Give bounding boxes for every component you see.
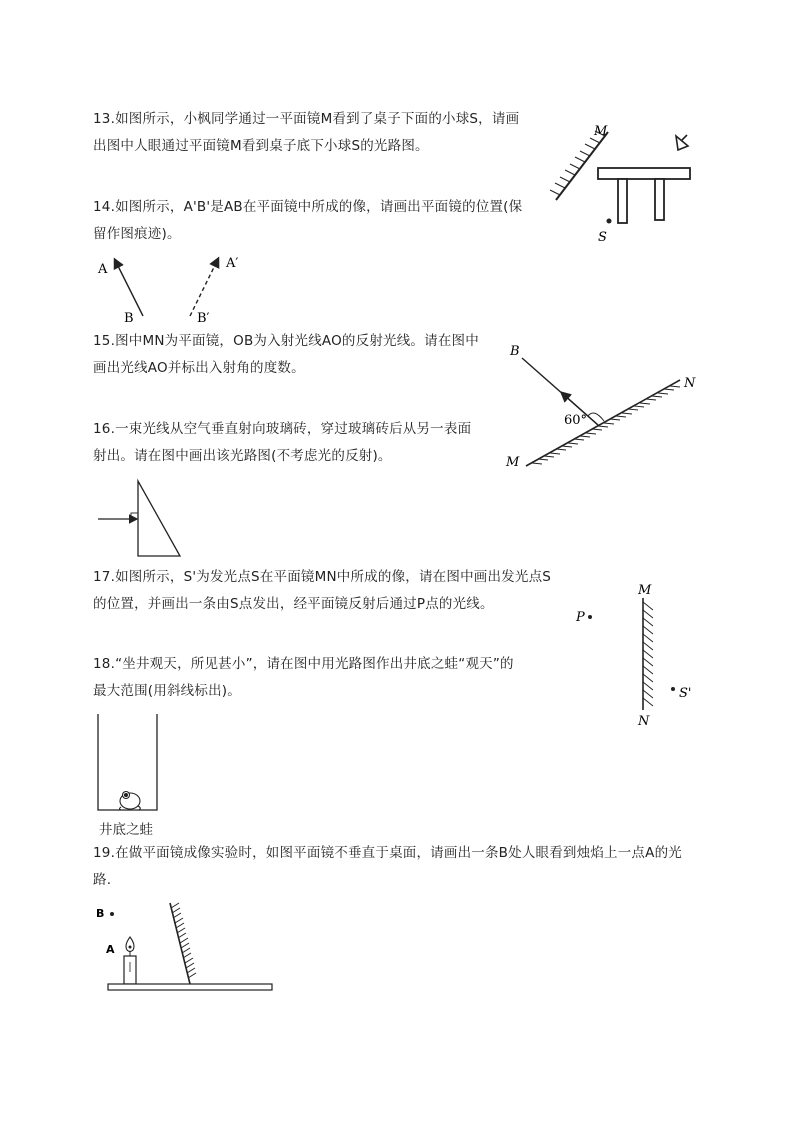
- question-19-line-2: 路.: [93, 872, 112, 888]
- ray-ab-image: [190, 259, 218, 316]
- frog-caption: 井底之蛙: [99, 822, 153, 838]
- q13-figure: [538, 118, 698, 248]
- candle-icon: [124, 937, 136, 984]
- question-17-line-1: 17.如图所示，S'为发光点S在平面镜MN中所成的像，请在图中画出发光点S: [93, 569, 552, 585]
- question-17: [93, 564, 551, 618]
- question-18-line-2: 最大范围(用斜线标出)。: [93, 683, 241, 699]
- question-19-line-1: 19.在做平面镜成像实验时，如图平面镜不垂直于桌面，请画出一条B处人眼看到烛焰上一点A的光: [93, 845, 682, 861]
- question-13-line-1: 13.如图所示，小枫同学通过一平面镜M看到了桌子下面的小球S，请画: [93, 111, 520, 127]
- question-16-line-1: 16.一束光线从空气垂直射向玻璃砖，穿过玻璃砖后从另一表面: [93, 421, 472, 437]
- q17-label-n: N: [638, 714, 650, 729]
- q14-figure: [90, 250, 260, 326]
- q19-figure: [92, 900, 278, 996]
- tabletop: [108, 984, 272, 990]
- point-b: [110, 912, 114, 916]
- question-17-line-2: 的位置，并画出一条由S点发出，经平面镜反射后通过P点的光线。: [93, 596, 494, 612]
- q15-label-n: N: [684, 376, 696, 391]
- q19-label-b: B: [96, 907, 105, 920]
- question-14-line-1: 14.如图所示，A'B'是AB在平面镜中所成的像，请画出平面镜的位置(保: [93, 199, 523, 215]
- q14-label-a: A: [98, 262, 108, 277]
- q15-label-m: M: [506, 455, 520, 470]
- q14-label-b-prime: B′: [197, 311, 210, 326]
- question-16-line-2: 射出。请在图中画出该光路图(不考虑光的反射)。: [93, 448, 392, 464]
- question-19: [93, 840, 682, 894]
- eye-icon: [676, 135, 688, 150]
- right-angle-mark: [131, 513, 138, 519]
- q17-label-p: P: [576, 610, 585, 625]
- q15-figure: [500, 338, 700, 474]
- q14-label-b: B: [124, 311, 134, 326]
- question-16: [93, 416, 471, 470]
- table-icon: [598, 168, 690, 223]
- q17-label-m: M: [638, 583, 652, 598]
- point-p: [588, 615, 592, 619]
- question-15-line-2: 画出光线AO并标出入射角的度数。: [93, 360, 305, 376]
- frog-icon: [120, 792, 141, 811]
- glass-prism: [138, 481, 180, 556]
- question-14-line-2: 留作图痕迹)。: [93, 226, 181, 242]
- q19-label-a: A: [106, 943, 115, 956]
- question-15: [93, 328, 479, 382]
- ray-ab: [115, 260, 143, 316]
- point-s-prime: [671, 687, 675, 691]
- question-15-line-1: 15.图中MN为平面镜，OB为入射光线AO的反射光线。请在图中: [93, 333, 479, 349]
- q17-label-s-prime: S': [679, 686, 692, 701]
- q16-figure: [96, 472, 192, 560]
- q13-ball-label: S: [598, 230, 607, 245]
- q15-label-b: B: [510, 344, 520, 359]
- question-18-line-1: 18.“坐井观天，所见甚小”，请在图中用光路图作出井底之蛙“观天”的: [93, 656, 514, 672]
- tilted-mirror: [170, 903, 190, 984]
- question-13-line-2: 出图中人眼通过平面镜M看到桌子底下小球S的光路图。: [93, 138, 429, 154]
- q17-figure: [570, 580, 700, 732]
- question-13: [93, 106, 519, 160]
- angle-arc: [588, 413, 604, 421]
- question-18: [93, 651, 514, 705]
- q15-angle-label: 60°: [564, 413, 588, 428]
- q18-figure: [94, 712, 164, 816]
- q13-mirror-label: M: [594, 124, 608, 139]
- question-14: [93, 194, 522, 248]
- q14-label-a-prime: A′: [226, 256, 239, 271]
- ball-dot: [607, 219, 612, 224]
